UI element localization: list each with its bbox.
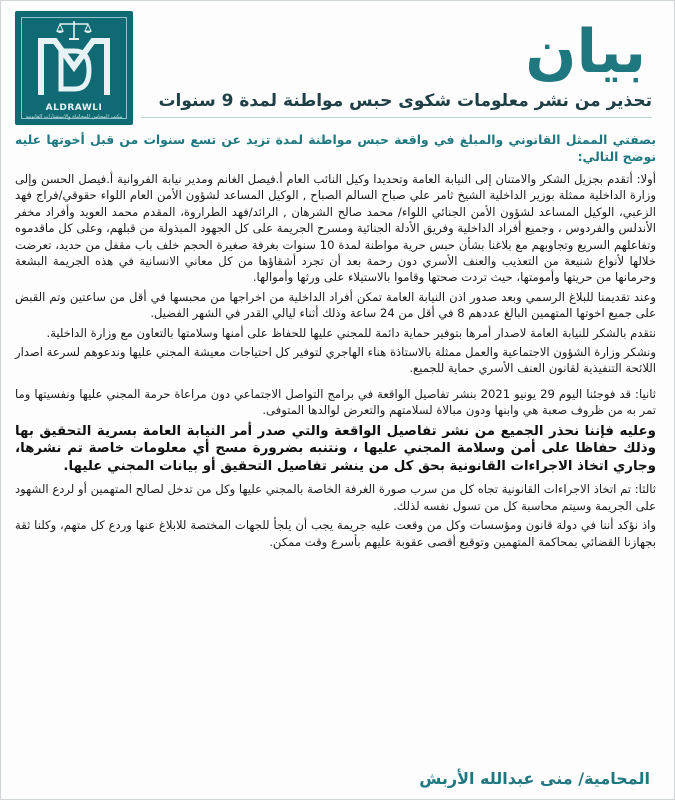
page-title: بيان [525, 17, 646, 87]
header-divider [141, 117, 652, 118]
paragraph-first: أولا: أتقدم بجزيل الشكر والامتنان إلى النيابة العامة وتحديدا وكيل النائب العام أ.فيصل الغانم ومدير نيابة الفروانية أ.فيصل الحسن وإلى وزارة الداخلية ممثلة بوزير الداخلية الشيخ ثامر علي صباح السالم الصباح , الوكيل المساعد لشؤون الأمن العام اللواء حقوقي/فراج فهد الزعبي، الوكيل المساعد لشؤون الأمن الجنائي اللواء/ محمد صالح الشرهان , الرائد/فهد الطراروة، المقدم محمد العويد وأفراد مخفر الأندلس والفردوس ، وجميع أفراد الداخلية وفريق الأدلة الجنائية ومسرح الجريمة على كل الجهود المبذولة من قبلهم، وعلى كل ماقدموه وتفاعلهم السريع وتجاوبهم مع بلاغنا بشأن حبس حرية مواطنة لمدة 10 سنوات بغرفة صغيرة الحجم خلف باب مقفل من حديد، تعرضت خلالها لأنواع شنيعة من التعذيب والعنف الأسري دون رحمة بعد أن تجرد أشقاؤها من كل معاني الانسانية في هذه الجريمة البشعة وحرمانها من حريتها وأمومتها، حيث تردت صحتها وقاموا بالاستيلاء على ورثها وأموالها. [15, 172, 656, 285]
lead-paragraph: بصفتي الممثل القانوني والمبلغ في واقعة حبس مواطنة لمدة تزيد عن تسع سنوات من قبل أخوتها عليه نوضح التالي: [15, 132, 656, 164]
firm-logo [15, 11, 133, 125]
logo-name: ALDRAWLI [45, 103, 103, 113]
monogram-icon [37, 37, 111, 99]
paragraph-report: وعند تقديمنا للبلاغ الرسمي وبعد صدور اذن النيابة العامة تمكن أفراد الداخلية من اخراجها من محبسها في أقل من ساعتين وتم القبض على جميع اخوتها المتهمين البالغ عددهم 8 في أقل من 24 ساعة وذلك أثناء ليالي القدر في الشهر الفضيل. [15, 289, 656, 321]
page-subtitle: تحذير من نشر معلومات شكوى حبس مواطنة لمدة 9 سنوات [158, 91, 652, 111]
warning-paragraph: وعليه فإننا نحذر الجميع من نشر تفاصيل الواقعة والتي صدر أمر النيابة العامة بسرية التحقيق بها وذلك حفاظا على أمن وسلامة المجني عليها ، ونتنبه بضرورة مسح أي معلومات خاصة تم نشرها، وجاري اتخاذ الاجراءات القانونية بحق كل من ينشر تفاصيل التحقيق أو بيانات المجني عليها. [15, 423, 656, 474]
signature: المحامية/ منى عبدالله الأربش [419, 769, 650, 788]
paragraph-thanks-prosecution: نتقدم بالشكر للنيابة العامة لاصدار أمرها بتوفير حماية دائمة للمجني عليها للحفاظ على أمنها وسلامتها بالتعاون مع وزارة الداخلية. [46, 325, 656, 340]
paragraph-third: ثالثا: تم اتخاذ الاجراءات القانونية تجاه كل من سرب صورة الغرفة الخاصة بالمجني عليها وكل من تدخل لصالح المتهمين أو لردع الشهود على الجريمة وسيتم محاسبة كل من تسول نفسه لذلك. [15, 482, 656, 513]
paragraph-thanks-social-affairs: ونشكر وزارة الشؤون الاجتماعية والعمل ممثلة بالاستاذة هناء الهاجري لتوفير كل احتياجات معيشة المجني عليها وندعوهم لسرعة اصدار اللائحة التنفيذية لقانون العنف الأسري حماية للجميع. [15, 345, 656, 376]
paragraph-second: ثانيا: قد فوجئنا اليوم 29 يونيو 2021 بنشر تفاصيل الواقعة في برامج التواصل الاجتماعي دون مراعاة حرمة المجني عليها ونفسيتها وما تمر به من ظروف صعبة هي وابنها ودون مبالاة لسلامتهم والتعرض لوالدها المتوفى. [15, 386, 656, 418]
statement-body [15, 131, 656, 553]
logo-tagline: مكتب المحامي للمحاماة والاستشارات القانونية [25, 114, 123, 120]
paragraph-closing: واذ نؤكد أننا في دولة قانون ومؤسسات وكل من وقعت عليه جريمة يجب أن يلجأ للجهات المختصة للابلاغ عنها وردع كل متهم، وكلنا ثقة بجهازنا القضائي بمحاكمة المتهمين وتوقيع أقصى عقوبة عليهم بأسرع وقت ممكن. [15, 518, 656, 549]
